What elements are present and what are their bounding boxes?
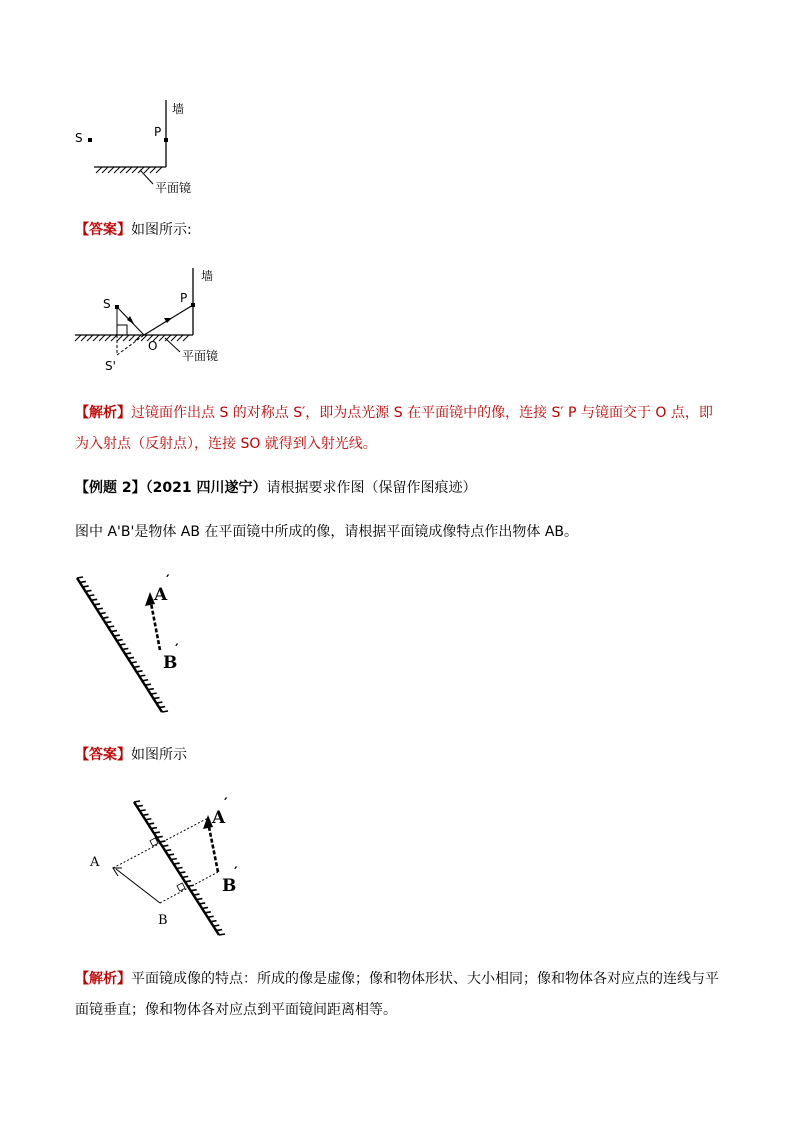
mirror-hatch-mark bbox=[171, 859, 177, 860]
label-s: S bbox=[103, 297, 111, 311]
mirror-hatch-mark bbox=[140, 810, 146, 811]
mirror-hatch-mark bbox=[208, 916, 214, 917]
label-p: P bbox=[154, 125, 162, 139]
answer-tag: 【答案】 bbox=[75, 747, 131, 763]
example-prompt: 请根据要求作图（保留作图痕迹） bbox=[266, 480, 477, 496]
mirror-hatch-mark bbox=[151, 828, 157, 829]
mirror-hatch-mark bbox=[196, 899, 202, 900]
label-b: B bbox=[158, 913, 168, 928]
mirror-hatch-mark bbox=[148, 823, 154, 824]
example-2-body: 图中 A'B'是物体 AB 在平面镜中所成的像，请根据平面镜成像特点作出物体 AB。 bbox=[75, 524, 579, 540]
label-wall: 墙 bbox=[172, 102, 185, 116]
label-mirror: 平面镜 bbox=[155, 181, 192, 195]
answer-text: 如图所示: bbox=[131, 222, 192, 238]
mirror-hatch-mark bbox=[194, 894, 200, 895]
prime-mark-a: ′ bbox=[224, 796, 228, 812]
label-mirror: 平面镜 bbox=[182, 349, 219, 363]
mirror-hatch-mark bbox=[162, 845, 168, 846]
mirror-hatch-mark bbox=[157, 836, 163, 837]
mirror-hatch-mark bbox=[216, 930, 222, 931]
mirror-hatch-mark bbox=[185, 881, 191, 882]
analysis-1-line-2: 为入射点（反射点），连接 SO 就得到入射光线。 bbox=[75, 436, 377, 452]
analysis-text: 平面镜成像的特点：所成的像是虚像；像和物体形状、大小相同；像和物体各对应点的连线与平 bbox=[131, 971, 719, 987]
prime-mark-b: ′ bbox=[175, 642, 179, 658]
mirror-hatch-mark bbox=[191, 890, 197, 891]
mirror-hatch-mark bbox=[219, 934, 225, 935]
example-source: （2021 四川遂宁） bbox=[145, 480, 267, 496]
analysis-tag: 【解析】 bbox=[75, 971, 131, 987]
mirror-hatch-mark bbox=[182, 876, 188, 877]
analysis-tag: 【解析】 bbox=[75, 405, 131, 421]
mirror-hatch-mark bbox=[154, 832, 160, 833]
label-wall: 墙 bbox=[201, 269, 214, 283]
label-a: A bbox=[90, 855, 100, 870]
mirror-hatch-mark bbox=[211, 921, 217, 922]
label-p: P bbox=[180, 291, 188, 305]
mirror-hatch-mark bbox=[179, 872, 185, 873]
mirror-hatch-mark bbox=[165, 850, 171, 851]
label-a-prime: A bbox=[212, 808, 226, 828]
analysis-text: 过镜面作出点 S 的对称点 S′，即为点光源 S 在平面镜中的像，连接 S′ P 与镜面交于 O 点，即 bbox=[131, 405, 713, 421]
mirror-hatch-mark bbox=[202, 907, 208, 908]
label-b-prime: B bbox=[163, 653, 178, 673]
prime-mark-a: ′ bbox=[166, 573, 170, 589]
mirror-hatch-mark bbox=[205, 912, 211, 913]
example-tag: 【例题 2】 bbox=[75, 480, 146, 496]
mirror-hatch-mark bbox=[177, 868, 183, 869]
analysis-2-line-1 bbox=[75, 969, 719, 989]
mirror-hatch-mark bbox=[199, 903, 205, 904]
prime-mark-b: ′ bbox=[234, 865, 238, 881]
answer-text: 如图所示 bbox=[131, 747, 187, 763]
mirror-hatch-mark bbox=[137, 805, 143, 806]
mirror-hatch-mark bbox=[134, 801, 140, 802]
analysis-2-line-2: 面镜垂直；像和物体各对应点到平面镜间距离相等。 bbox=[75, 1002, 397, 1018]
label-a-prime: A bbox=[154, 585, 168, 605]
answer-tag: 【答案】 bbox=[75, 222, 131, 238]
label-b-prime: B bbox=[222, 876, 237, 896]
mirror-hatch-mark bbox=[174, 863, 180, 864]
mirror-hatch-mark bbox=[168, 854, 174, 855]
label-s: S bbox=[75, 131, 83, 145]
mirror-hatch-mark bbox=[143, 814, 149, 815]
mirror-hatch-mark bbox=[145, 819, 151, 820]
label-o: O bbox=[148, 339, 158, 353]
label-s-prime: S' bbox=[105, 359, 116, 373]
mirror-hatch-mark bbox=[213, 925, 219, 926]
